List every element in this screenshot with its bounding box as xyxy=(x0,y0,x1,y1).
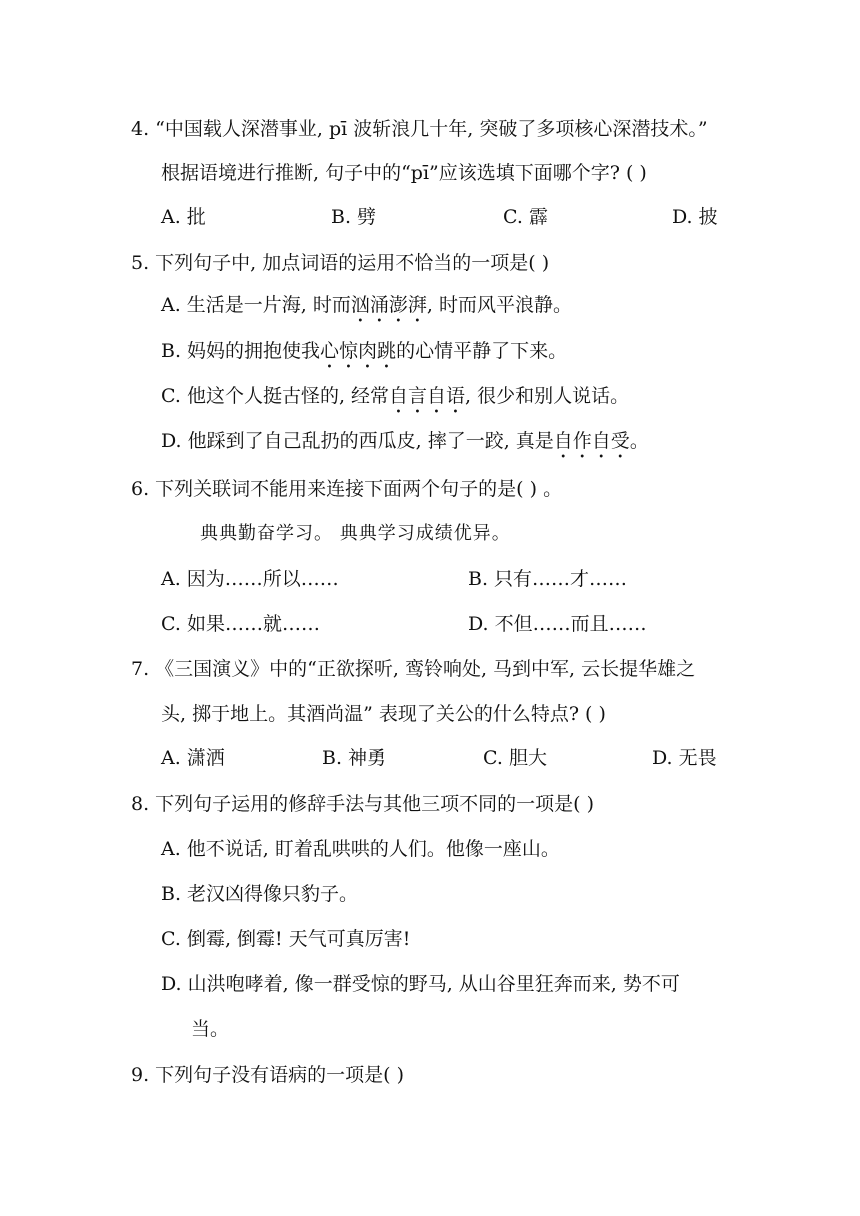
q6-option-b: B. 只有……才…… xyxy=(468,568,628,590)
q4-stem-line2: 根据语境进行推断, 句子中的“pī”应该选填下面哪个字? ( ) xyxy=(161,162,647,184)
q4-option-a: A. 批 xyxy=(161,206,206,228)
q7-option-b: B. 神勇 xyxy=(322,747,387,769)
q6-stem: 6. 下列关联词不能用来连接下面两个句子的是( ) 。 xyxy=(131,478,563,500)
q7-stem-line2: 头, 掷于地上。其酒尚温” 表现了关公的什么特点? ( ) xyxy=(161,703,606,725)
q5-option-c xyxy=(161,383,629,409)
q5-option-c-post: , 很少和别人说话。 xyxy=(465,385,630,407)
q4-option-d: D. 披 xyxy=(672,206,718,228)
q5-stem: 5. 下列句子中, 加点词语的运用不恰当的一项是( ) xyxy=(131,252,550,274)
q5-option-d-dotted-phrase: 自作自受 xyxy=(553,430,630,452)
q5-option-a xyxy=(161,292,572,318)
q4-option-c: C. 霹 xyxy=(503,206,548,228)
q9-stem: 9. 下列句子没有语病的一项是( ) xyxy=(131,1064,405,1086)
q5-option-d xyxy=(161,428,649,454)
q5-option-b-dotted-phrase: 心惊肉跳 xyxy=(320,340,397,362)
q7-option-a: A. 潇洒 xyxy=(161,747,225,769)
q5-option-c-dotted-phrase: 自言自语 xyxy=(389,385,466,407)
q6-option-d: D. 不但……而且…… xyxy=(468,613,647,635)
q5-option-a-pre: A. 生活是一片海, 时而 xyxy=(161,294,351,316)
q6-sentence: 典典勤奋学习。 典典学习成绩优异。 xyxy=(200,523,511,544)
q5-option-a-post: , 时而风平浪静。 xyxy=(426,294,572,316)
q7-option-d: D. 无畏 xyxy=(652,747,717,769)
q8-option-a: A. 他不说话, 盯着乱哄哄的人们。他像一座山。 xyxy=(161,838,560,860)
q8-option-d-line1: D. 山洪咆哮着, 像一群受惊的野马, 从山谷里狂奔而来, 势不可 xyxy=(161,973,680,995)
q5-option-d-pre: D. 他踩到了自己乱扔的西瓜皮, 摔了一跤, 真是 xyxy=(161,430,554,452)
q8-option-c: C. 倒霉, 倒霉! 天气可真厉害! xyxy=(161,928,411,950)
q8-stem: 8. 下列句子运用的修辞手法与其他三项不同的一项是( ) xyxy=(131,793,595,815)
q5-option-a-dotted-phrase: 汹涌澎湃 xyxy=(350,294,427,316)
q5-option-d-post: 。 xyxy=(629,430,649,452)
q5-option-b xyxy=(161,338,567,364)
q5-option-c-pre: C. 他这个人挺古怪的, 经常 xyxy=(161,385,390,407)
q5-option-b-pre: B. 妈妈的拥抱使我 xyxy=(161,340,321,362)
q7-stem-line1: 7. 《三国演义》中的“正欲探听, 鸾铃响处, 马到中军, 云长提华雄之 xyxy=(131,658,696,680)
q4-stem-line1: 4. “中国载人深潜事业, pī 波斩浪几十年, 突破了多项核心深潜技术。” xyxy=(131,118,708,140)
q5-option-b-post: 的心情平静了下来。 xyxy=(396,340,568,362)
q4-option-b: B. 劈 xyxy=(331,206,377,228)
q8-option-b: B. 老汉凶得像只豹子。 xyxy=(161,883,359,905)
q6-option-a: A. 因为……所以…… xyxy=(161,568,339,590)
q8-option-d-line2: 当。 xyxy=(191,1018,230,1040)
q7-option-c: C. 胆大 xyxy=(483,747,547,769)
q6-option-c: C. 如果……就…… xyxy=(161,613,320,635)
